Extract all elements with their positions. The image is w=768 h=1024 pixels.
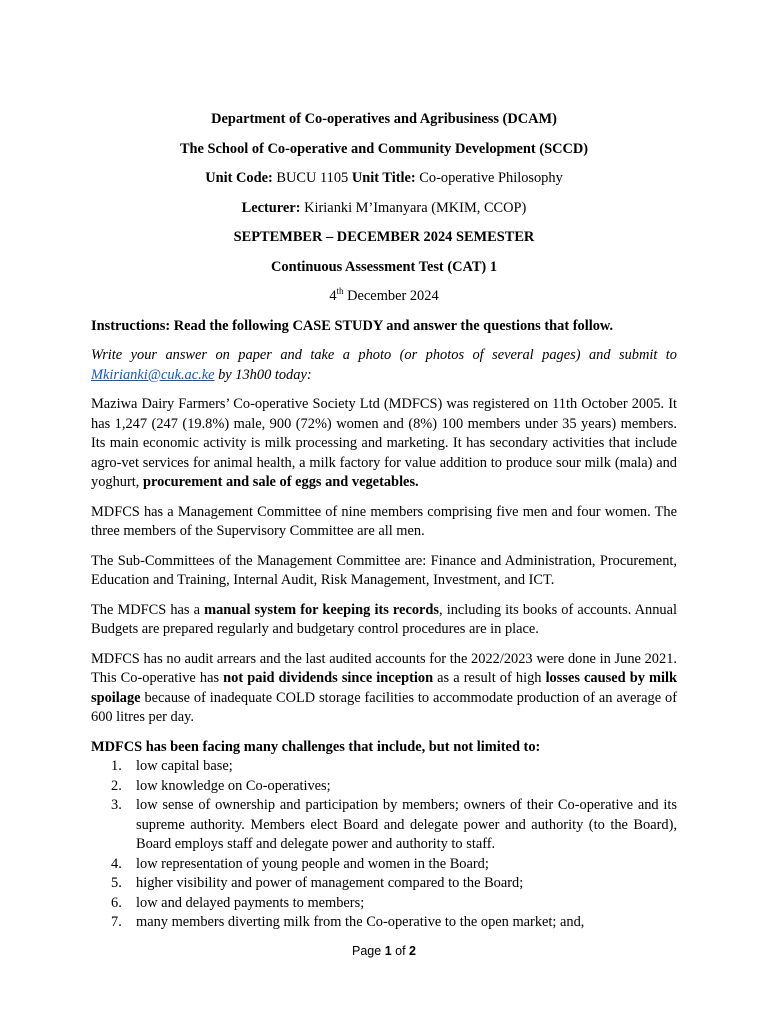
submit-prefix: Write your answer on paper and take a photo (or photos of several pages) and submit to	[91, 347, 677, 363]
date-suffix: th	[336, 286, 344, 297]
case-paragraph-5	[91, 650, 677, 728]
list-item	[91, 894, 677, 914]
para4-bold: manual system for keeping its records	[204, 601, 440, 618]
list-text: low knowledge on Co-operatives;	[136, 777, 331, 794]
para5-bold2: losses caused by milk spoilage	[91, 670, 677, 706]
challenges-list	[91, 757, 677, 933]
unit-code: BUCU 1105	[276, 170, 349, 186]
unit-title: Co-operative Philosophy	[419, 170, 563, 186]
list-number: 7.	[111, 914, 122, 930]
list-item	[91, 757, 677, 777]
semester-title: SEPTEMBER – DECEMBER 2024 SEMESTER	[233, 229, 535, 245]
lecturer-line	[91, 199, 677, 219]
instructions: Instructions: Read the following CASE STUDY and answer the questions that follow.	[91, 317, 614, 334]
para4-b: , including its books of accounts. Annual Budgets are prepared regularly and budgetary control procedures are in place.	[91, 601, 677, 637]
footer-of-word: of	[391, 944, 410, 958]
lecturer-email-link[interactable]: Mkirianki@cuk.ac.ke	[91, 366, 215, 383]
list-item	[91, 874, 677, 894]
list-number: 4.	[111, 855, 122, 872]
list-number: 1.	[111, 758, 122, 774]
document-body	[91, 110, 677, 933]
list-text: higher visibility and power of management compared to the Board;	[136, 875, 524, 891]
list-text: many members diverting milk from the Co-operative to the open market; and,	[136, 914, 585, 930]
case-paragraph-3: The Sub-Committees of the Management Committee are: Finance and Administration, Procurement, Education and Training, Internal Audit, Risk Management, Investment, and ICT.	[91, 552, 677, 588]
list-text: low sense of ownership and participation by members; owners of their Co-operative and its supreme authority. Members elect Board and delegate power and authority (to the Board), Board employs staff and delegate power and authority to staff.	[136, 797, 677, 852]
page-footer	[0, 942, 768, 962]
unit-line	[91, 169, 677, 189]
test-title: Continuous Assessment Test (CAT) 1	[270, 258, 498, 275]
school-title: The School of Co-operative and Community Development (SCCD)	[179, 140, 589, 157]
date-day: 4	[329, 288, 337, 304]
list-item	[91, 913, 677, 933]
footer-page-total: 2	[409, 944, 416, 958]
unit-code-label: Unit Code:	[205, 170, 273, 186]
list-text: low and delayed payments to members;	[136, 894, 365, 911]
footer-page-word: Page	[352, 944, 385, 958]
para5-bold1: not paid dividends since inception	[223, 670, 434, 686]
para5-b: as a result of high	[433, 670, 546, 686]
para5-a: MDFCS has no audit arrears and the last audited accounts for the 2022/2023 were done in June 2021. This Co-operative has	[91, 650, 677, 686]
list-number: 3.	[111, 797, 122, 813]
list-text: low capital base;	[136, 758, 233, 774]
challenges-heading: MDFCS has been facing many challenges that include, but not limited to:	[91, 738, 541, 755]
para4-a: The MDFCS has a	[91, 601, 205, 618]
submit-suffix: by 13h00 today:	[214, 366, 312, 383]
list-number: 2.	[111, 777, 122, 794]
list-item	[91, 777, 677, 797]
para1-text: Maziwa Dairy Farmers’ Co-operative Society Ltd (MDFCS) was registered on 11th October 2005. It has 1,247 (247 (19.8%) male, 900 (72%) women and (8%) 100 members under 35 years) members. Its main economic activity is milk processing and marketing. It has secondary activities that include agro-vet services for animal health, a milk factory for value addition to produce sour milk (mala) and yoghurt,	[91, 396, 677, 490]
submit-instructions	[91, 346, 677, 385]
list-number: 6.	[111, 894, 122, 911]
date-rest: December 2024	[343, 288, 439, 304]
list-number: 5.	[111, 875, 122, 891]
lecturer-name: Kirianki M’Imanyara (MKIM, CCOP)	[304, 199, 527, 216]
list-item	[91, 796, 677, 855]
para5-c: because of inadequate COLD storage facilities to accommodate production of an average of 600 litres per day.	[91, 689, 677, 725]
unit-title-label: Unit Title:	[351, 170, 416, 186]
case-paragraph-2: MDFCS has a Management Committee of nine members comprising five men and four women. The three members of the Supervisory Committee are all men.	[91, 503, 677, 539]
lecturer-label: Lecturer:	[241, 199, 301, 216]
test-date	[91, 287, 677, 307]
list-item	[91, 855, 677, 875]
department-title: Department of Co-operatives and Agribusiness (DCAM)	[211, 111, 557, 127]
case-paragraph-1	[91, 395, 677, 493]
footer-page-number: 1	[384, 944, 392, 958]
case-paragraph-4	[91, 601, 677, 640]
list-text: low representation of young people and women in the Board;	[136, 855, 489, 872]
para1-bold: procurement and sale of eggs and vegetables.	[142, 474, 419, 490]
